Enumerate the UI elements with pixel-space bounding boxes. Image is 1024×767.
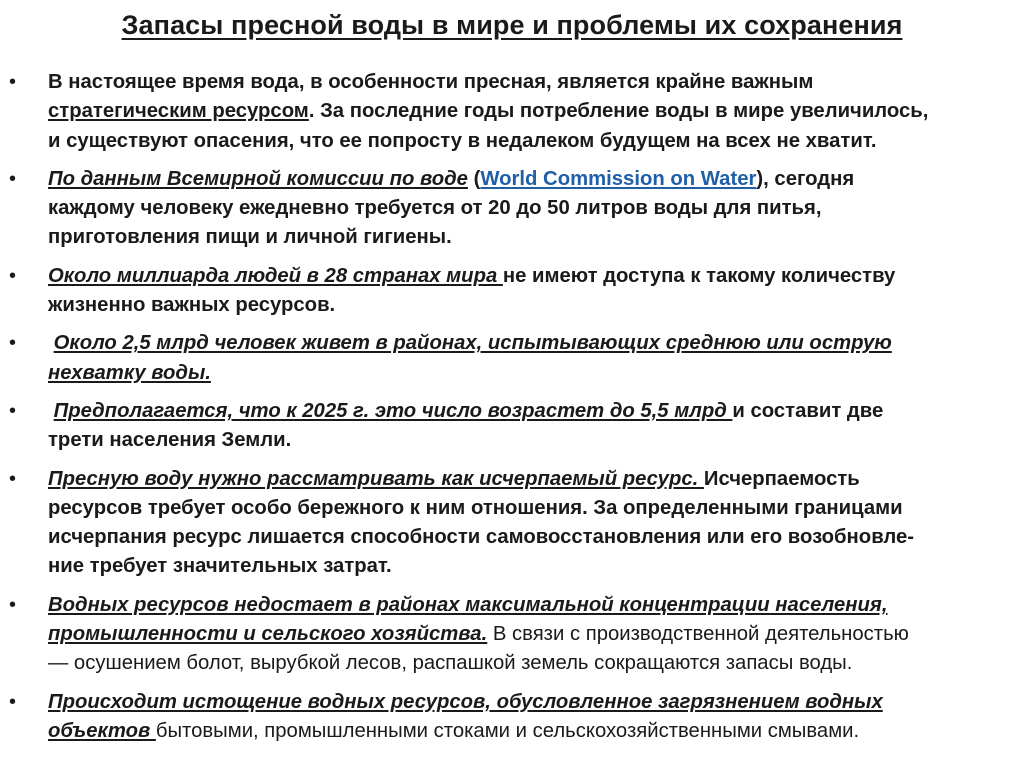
world-commission-link[interactable]: World Commission on Water <box>480 167 757 190</box>
bullet-line <box>48 552 1016 581</box>
bullet-line <box>48 291 1016 320</box>
bullet-line <box>48 465 1016 494</box>
bullet-text: Исчерпаемость <box>703 467 860 490</box>
bullet-item <box>9 329 1016 388</box>
bullet-item <box>9 397 1016 456</box>
bullet-emphasis: стратегическим ресурсом <box>48 100 309 123</box>
bullet-line <box>48 591 1016 620</box>
bullet-line <box>48 223 1016 252</box>
bullet-text: и существуют опасения, что ее попросту в недалеком будущем на всех не хватит. <box>48 129 877 152</box>
bullet-line <box>48 359 1016 388</box>
bullet-text: приготовления пищи и личной гигиены. <box>48 226 452 249</box>
bullet-text: исчерпания ресурс лишается способности самовосстановления или его возобновле- <box>48 526 915 549</box>
bullet-line <box>48 649 1016 678</box>
slide-title: Запасы пресной воды в мире и проблемы их сохранения <box>121 10 903 40</box>
bullet-line <box>48 262 1016 291</box>
bullet-dot-icon: • <box>9 467 17 490</box>
bullet-emphasis: Предполагается, что к 2025 г. это число возрастет до 5,5 млрд <box>53 399 733 422</box>
bullet-line <box>48 194 1016 223</box>
bullet-text: ресурсов требует особо бережного к ним отношения. За определенными границами <box>48 496 903 519</box>
bullet-line <box>48 688 1016 717</box>
bullet-emphasis: нехватку воды. <box>48 361 211 384</box>
bullet-dot-icon: • <box>9 264 17 287</box>
bullet-dot-icon: • <box>9 332 17 355</box>
bullet-text: В настоящее время вода, в особенности пресная, является крайне важным <box>48 71 814 93</box>
bullet-line <box>48 620 1016 649</box>
bullet-text: ние требует значительных затрат. <box>48 555 392 578</box>
bullet-line <box>48 97 1016 126</box>
bullet-line <box>48 494 1016 523</box>
bullet-dot-icon: • <box>9 690 17 713</box>
bullet-line <box>48 426 1016 455</box>
bullet-item <box>9 591 1016 679</box>
bullet-emphasis: По данным Всемирной комиссии по воде <box>48 167 468 190</box>
bullet-item <box>9 165 1016 253</box>
bullet-line <box>48 165 1016 194</box>
bullet-line <box>48 717 1016 746</box>
bullet-text: ( <box>467 167 481 190</box>
bullet-dot-icon: • <box>9 71 17 93</box>
bullet-text: . За последние годы потребление воды в мире увеличилось, <box>308 100 929 123</box>
bullet-emphasis: Пресную воду нужно рассматривать как исчерпаемый ресурс. <box>48 467 704 490</box>
bullet-dot-icon: • <box>9 593 17 616</box>
bullet-emphasis: Происходит истощение водных ресурсов, обусловленное загрязнением водных <box>48 690 883 713</box>
bullet-line <box>48 523 1016 552</box>
bullet-emphasis: объектов <box>48 719 156 742</box>
bullet-line <box>48 68 1016 97</box>
bullet-text: каждому человеку ежедневно требуется от 20 до 50 литров воды для питья, <box>48 197 822 220</box>
bullet-dot-icon: • <box>9 399 17 422</box>
bullet-text: не имеют доступа к такому количеству <box>502 264 896 287</box>
bullet-text: В связи с производственной деятельностью <box>487 623 909 646</box>
bullet-emphasis: промышленности и сельского хозяйства. <box>48 623 488 646</box>
bullet-text: бытовыми, промышленными стоками и сельскохозяйственными смывами. <box>155 719 860 742</box>
bullet-item <box>9 262 1016 321</box>
bullet-item <box>9 688 1016 747</box>
bullet-emphasis: Около 2,5 млрд человек живет в районах, испытывающих среднюю или острую <box>53 332 892 355</box>
bullet-item <box>9 68 1016 156</box>
bullet-text: трети населения Земли. <box>48 429 292 452</box>
bullet-emphasis: Около миллиарда людей в 28 странах мира <box>48 264 503 287</box>
bullet-item <box>9 465 1016 582</box>
bullet-dot-icon: • <box>9 167 17 190</box>
bullet-text: — осушением болот, вырубкой лесов, распашкой земель сокращаются запасы воды. <box>48 652 853 675</box>
bullet-line <box>48 329 1016 358</box>
bullet-line <box>48 127 1016 156</box>
bullet-emphasis: Водных ресурсов недостает в районах максимальной концентрации населения, <box>48 593 888 616</box>
bullet-text: и составит две <box>732 399 884 422</box>
bullet-text: ), сегодня <box>756 167 855 190</box>
bullet-list <box>9 68 1016 755</box>
bullet-text: жизненно важных ресурсов. <box>48 294 336 317</box>
bullet-line <box>48 397 1016 426</box>
